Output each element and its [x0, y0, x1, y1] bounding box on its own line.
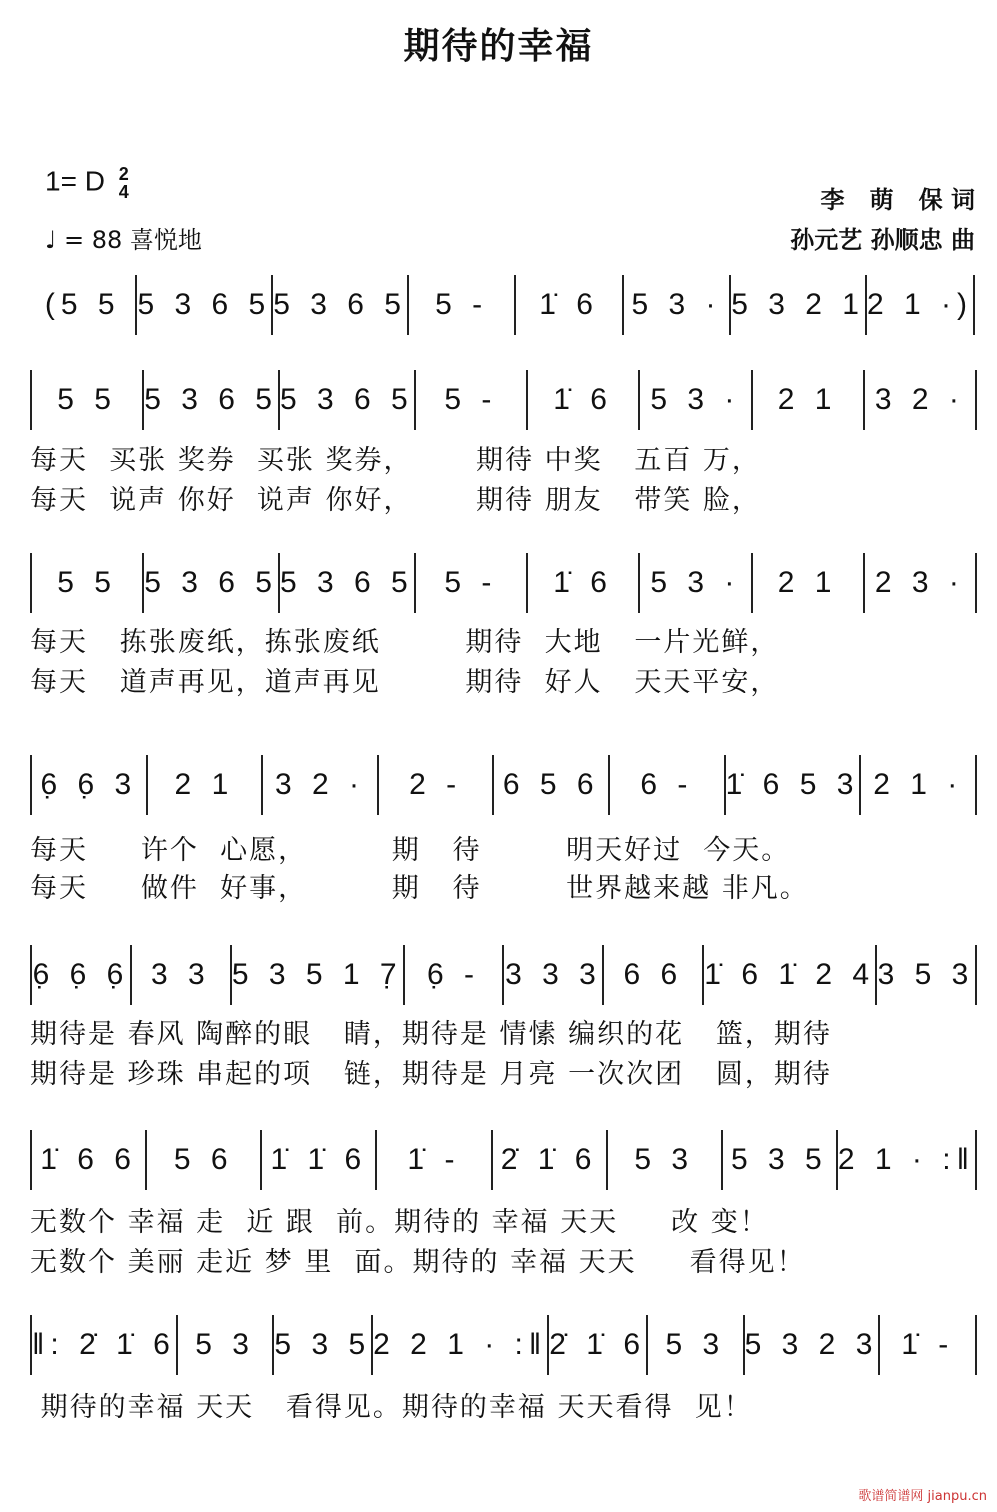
measure: 2 1 ·: [861, 755, 977, 815]
measure: (5 5: [30, 275, 137, 335]
measure: 6̣ -: [405, 945, 505, 1005]
measure: 3 3 3: [504, 945, 604, 1005]
measure: 5 3 6 5: [280, 370, 416, 430]
measure: 1̇ -: [377, 1130, 492, 1190]
measure: 5 3: [178, 1315, 275, 1375]
measure: 2̇ 1̇ 6: [493, 1130, 608, 1190]
measure: 2̇ 1̇ 6: [549, 1315, 648, 1375]
staff-line: [30, 755, 977, 815]
measure: 5 3 ·: [624, 275, 731, 335]
measure: ‖: 2̇ 1̇ 6: [32, 1315, 178, 1375]
watermark-text: 歌谱简谱网: [858, 1489, 924, 1504]
measure: 5 3 6 5: [280, 553, 416, 613]
measure: 2 1 ·): [867, 275, 975, 335]
staff-line: [30, 553, 977, 613]
lyricist-credit: 李 萌 保 词: [820, 186, 975, 214]
measure: 6 5 6: [494, 755, 610, 815]
measure: 5 -: [409, 275, 516, 335]
measure: 5 5: [32, 553, 144, 613]
staff-line: [30, 1130, 977, 1190]
measure: 2 3 ·: [865, 553, 977, 613]
measure: 5 5: [32, 370, 144, 430]
measure: 1̇ -: [880, 1315, 977, 1375]
measure: 3 2 ·: [865, 370, 977, 430]
measure: 5 3 6 5: [144, 553, 280, 613]
measure: 6 6: [604, 945, 704, 1005]
key-signature: [45, 165, 129, 201]
meter-top: 2: [118, 164, 129, 184]
measure: 5 -: [416, 553, 528, 613]
lyric-line: 每天 做件 好事， 期 待 世界越来越 非凡。: [30, 873, 809, 904]
lyric-line: 每天 道声再见，道声再见 期待 好人 天天平安，: [30, 667, 780, 698]
measure: 5 3 ·: [640, 370, 752, 430]
lyric-line: 期待是 春风 陶醉的眼 睛，期待是 情愫 编织的花 篮，期待: [30, 1019, 832, 1050]
song-title: 期待的幸福: [403, 26, 594, 67]
staff-line: [30, 945, 977, 1005]
lyric-line: 无数个 幸福 走 近 跟 前。期待的 幸福 天天 改 变！: [30, 1207, 769, 1238]
measure: 6 -: [610, 755, 726, 815]
measure: 5 3 ·: [640, 553, 752, 613]
measure: 5 3 5: [274, 1315, 373, 1375]
measure: 2 2 1 · :‖: [373, 1315, 549, 1375]
lyric-line: 期待是 珍珠 串起的项 链，期待是 月亮 一次次团 圆，期待: [30, 1059, 832, 1090]
measure: 5 3 6 5: [137, 275, 273, 335]
measure: 5 3 6 5: [273, 275, 409, 335]
watermark-url: jianpu.cn: [927, 1489, 987, 1504]
measure: 1̇ 6 1̇ 2 4: [704, 945, 877, 1005]
measure: 2 1 · :‖: [838, 1130, 977, 1190]
measure: 1̇ 6: [528, 553, 640, 613]
measure: 1̇ 6: [516, 275, 623, 335]
lyric-line: 无数个 美丽 走近 梦 里 面。期待的 幸福 天天 看得见！: [30, 1247, 806, 1278]
staff-line: [30, 370, 977, 430]
composer-credit: 孙元艺 孙顺忠 曲: [790, 226, 975, 254]
measure: 1̇ 6 5 3: [726, 755, 862, 815]
lyric-line: 每天 买张 奖券 买张 奖券， 期待 中奖 五百 万，: [30, 445, 761, 476]
measure: 2 1: [753, 553, 865, 613]
measure: 5 3 5: [723, 1130, 838, 1190]
staff-line: [30, 1315, 977, 1375]
measure: 1̇ 6: [528, 370, 640, 430]
measure: 5 -: [416, 370, 528, 430]
measure: 3 2 ·: [263, 755, 379, 815]
time-signature: [119, 165, 129, 201]
key-label: 1= D: [45, 165, 105, 197]
lyric-line: 期待的幸福 天天 看得见。期待的幸福 天天看得 见！: [30, 1392, 753, 1423]
measure: 3 3: [132, 945, 232, 1005]
lyric-line: 每天 拣张废纸，拣张废纸 期待 大地 一片光鲜，: [30, 627, 780, 658]
measure: 5 3 2 3: [745, 1315, 881, 1375]
lyric-line: 每天 许个 心愿， 期 待 明天好过 今天。: [30, 835, 791, 866]
measure: 2 1: [753, 370, 865, 430]
measure: 1̇ 6 6: [32, 1130, 147, 1190]
measure: 5 3: [648, 1315, 745, 1375]
watermark: [858, 1485, 987, 1504]
measure: 5 3 6 5: [144, 370, 280, 430]
tempo-marking: ♩ = 88 喜悦地: [45, 226, 202, 254]
staff-line: [30, 275, 975, 335]
measure: 6̣ 6̣ 6̣: [32, 945, 132, 1005]
meter-bottom: 4: [118, 182, 129, 202]
measure: 5 6: [147, 1130, 262, 1190]
lyric-line: 每天 说声 你好 说声 你好， 期待 朋友 带笑 脸，: [30, 485, 761, 516]
measure: 3 5 3: [877, 945, 977, 1005]
measure: 5 3: [608, 1130, 723, 1190]
measure: 5 3 2 1: [731, 275, 867, 335]
measure: 2 -: [379, 755, 495, 815]
measure: 2 1: [148, 755, 264, 815]
measure: 6̣ 6̣ 3: [32, 755, 148, 815]
measure: 5 3 5 1 7̣: [232, 945, 405, 1005]
measure: 1̇ 1̇ 6: [262, 1130, 377, 1190]
